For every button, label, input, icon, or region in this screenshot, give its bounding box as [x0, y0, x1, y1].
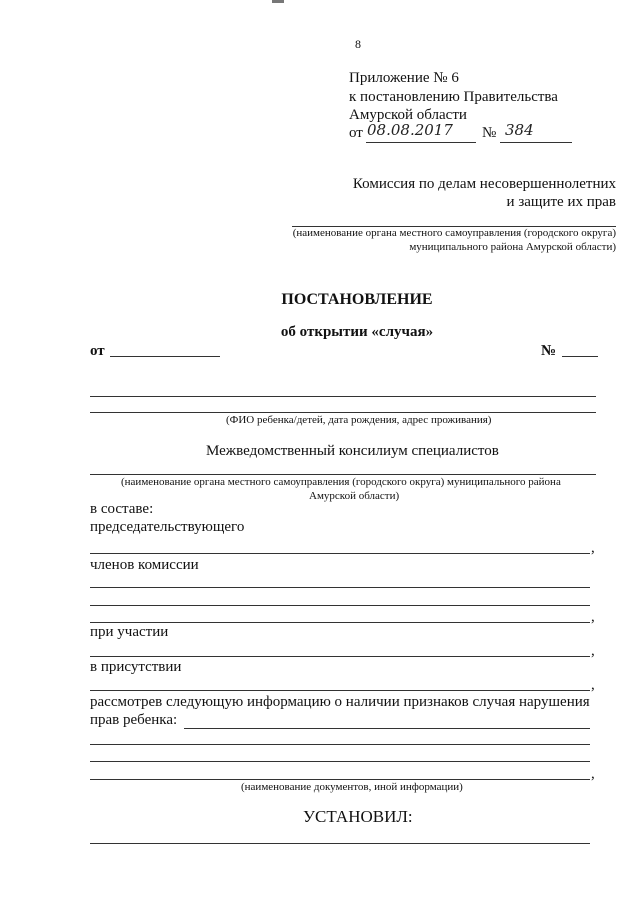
appendix-region: Амурской области [349, 107, 467, 123]
appendix-date-value: 08.08.2017 [367, 121, 453, 139]
document-subtitle: об открытии «случая» [280, 324, 434, 340]
commission-name-cont: и защите их прав [506, 194, 616, 210]
presence-comma: , [591, 677, 595, 693]
participation-comma: , [591, 643, 595, 659]
from-label: от [90, 343, 105, 359]
chair-comma: , [591, 540, 595, 556]
established-line [90, 843, 590, 844]
council-caption: (наименование органа местного самоуправления (городского округа) муниципального района [121, 476, 561, 488]
members-comma: , [591, 609, 595, 625]
appendix-date-prefix: от [349, 125, 363, 141]
presence-label: в присутствии [90, 659, 182, 675]
considered-line-4 [90, 779, 590, 780]
scan-mark [272, 0, 284, 3]
appendix-title: Приложение № 6 [349, 70, 459, 86]
decision-number-line [562, 356, 598, 357]
established-heading: УСТАНОВИЛ: [303, 807, 413, 826]
authority-caption: (наименование органа местного самоуправления (городского округа) [292, 227, 616, 239]
members-line-2 [90, 605, 590, 606]
participation-label: при участии [90, 624, 169, 640]
child-line-1 [90, 396, 596, 397]
chair-line [90, 553, 590, 554]
presence-line [90, 690, 590, 691]
considered-comma: , [591, 766, 595, 782]
considered-line-3 [90, 761, 590, 762]
members-line-1 [90, 587, 590, 588]
child-line-2 [90, 412, 596, 413]
date-underline [366, 142, 476, 143]
members-label: членов комиссии [90, 557, 199, 573]
child-caption: (ФИО ребенка/детей, дата рождения, адрес проживания) [226, 414, 492, 426]
chair-label: председательствующего [90, 519, 245, 535]
document-title: ПОСТАНОВЛЕНИЕ [281, 291, 433, 308]
appendix-number-value: 384 [505, 121, 534, 139]
council-line [90, 474, 596, 475]
members-line-3 [90, 622, 590, 623]
council-caption-cont: Амурской области) [309, 490, 400, 502]
authority-caption-cont: муниципального района Амурской области) [409, 241, 616, 253]
considered-text: рассмотрев следующую информацию о наличии признаков случая нарушения [90, 694, 590, 710]
considered-line-1 [184, 728, 590, 729]
number-label: № [541, 343, 557, 359]
considered-text-cont: прав ребенка: [90, 712, 178, 728]
from-date-line [110, 356, 220, 357]
appendix-number-prefix: № [482, 125, 497, 141]
council-name: Межведомственный консилиум специалистов [206, 443, 499, 459]
participation-line [90, 656, 590, 657]
number-underline [500, 142, 572, 143]
appendix-ref: к постановлению Правительства [349, 89, 558, 105]
commission-name: Комиссия по делам несовершеннолетних [352, 176, 616, 192]
considered-line-2 [90, 744, 590, 745]
docs-caption: (наименование документов, иной информации) [241, 781, 463, 793]
page-number: 8 [355, 37, 361, 51]
composition-label: в составе: [90, 501, 154, 517]
